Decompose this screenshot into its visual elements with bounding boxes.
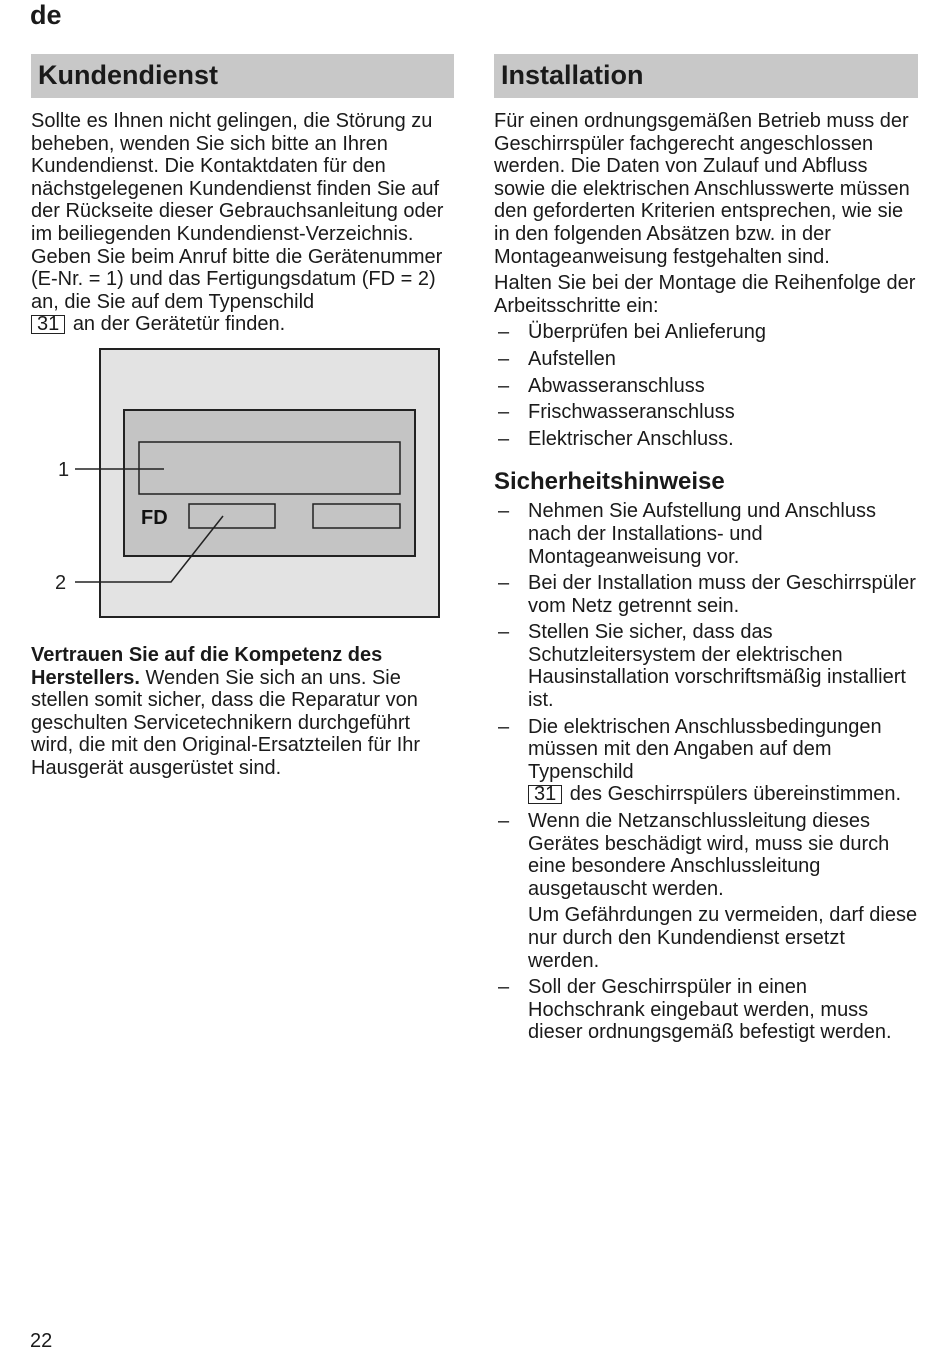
list-item: – Überprüfen bei Anlieferung (494, 321, 918, 344)
e-nr-field (139, 442, 400, 494)
reference-box-31: 31 (528, 785, 562, 804)
list-item: – Elektrischer Anschluss. (494, 428, 918, 451)
list-item: – Frischwasseranschluss (494, 401, 918, 424)
intro-text: Sollte es Ihnen nicht gelingen, die Störung zu beheben, wenden Sie sich bitte an Ihren Kundendienst. Die Kontaktdaten für den nächstgelegenen Kundendienst finden Sie auf der Rückseite dieser Gebrauchsanleitung oder im beiliegenden Kundendienst-Verzeichnis. Geben Sie beim Anruf bitte die Gerätenummer (E-Nr. = 1) und das Fertigungsdatum ( (31, 110, 444, 291)
right-column (494, 54, 918, 1048)
type-plate-svg (31, 348, 454, 620)
list-item: – Soll der Geschirrspüler in einen Hochschrank eingebaut werden, muss dieser ordnungsgemäß befestigt werden. (494, 976, 918, 1044)
left-column (31, 54, 454, 780)
safety-item5-note: Um Gefährdungen zu vermeiden, darf diese nur durch den Kundendienst ersetzt werden. (528, 904, 918, 972)
section-heading-kundendienst: Kundendienst (31, 54, 454, 98)
safety-item4-end: des Geschirrspülers übereinstimmen. (564, 783, 902, 806)
fd-field (189, 504, 275, 528)
installation-para-2: Halten Sie bei der Montage die Reihenfolge der Arbeitsschritte ein: (494, 272, 916, 317)
page-number: 22 (30, 1330, 53, 1352)
list-item: – Aufstellen (494, 348, 918, 371)
subheading-sicherheitshinweise: Sicherheitshinweise (494, 468, 725, 496)
reference-box-31: 31 (31, 315, 65, 334)
list-item: – Stellen Sie sicher, dass das Schutzleitersystem der elektrischen Hausinstallation vorschriftsmäßig installiert ist. (494, 621, 918, 711)
closing-bold: Vertrauen Sie auf die Kompetenz des Herstellers. (31, 643, 383, 689)
installation-steps (494, 321, 918, 450)
fd-plate-label: FD (141, 506, 168, 529)
blank-field (313, 504, 400, 528)
callout-1: 1 (58, 458, 70, 481)
type-plate-diagram (31, 348, 454, 620)
safety-item4-text: Die elektrischen Anschlussbedingungen müssen mit den Angaben auf dem Typenschild (528, 715, 882, 783)
safety-list (494, 500, 918, 1044)
intro-text-2: = 2) an, die Sie auf dem Typenschild (31, 268, 436, 313)
kundendienst-intro (31, 110, 454, 336)
language-code: de (30, 0, 62, 30)
list-item: – Abwasseranschluss (494, 375, 918, 398)
installation-para-1: Für einen ordnungsgemäßen Betrieb muss der Geschirrspüler fachgerecht angeschlossen werden. Die Daten von Zulauf und Abfluss sowie die elektrischen Anschlusswerte müssen den geforderten Kriterien entsprechen, wie sie in den folgenden Absätzen bzw. in der Montageanweisung festgehalten sind. (494, 110, 910, 268)
list-item: – Nehmen Sie Aufstellung und Anschluss nach der Installations- und Montageanweisung vor. (494, 500, 918, 568)
section-heading-installation: Installation (494, 54, 918, 98)
intro-end: an der Gerätetür finden. (72, 313, 286, 336)
kundendienst-closing (31, 644, 454, 780)
safety-item5-text: Wenn die Netzanschlussleitung dieses Gerätes beschädigt wird, muss sie durch eine besondere Anschlussleitung ausgetauscht werden. (528, 810, 890, 900)
fd-abbr: FD (368, 268, 396, 291)
list-item (494, 810, 918, 972)
callout-2: 2 (55, 571, 67, 594)
closing-text: Wenden Sie sich an uns. Sie stellen somit sicher, dass die Reparatur von geschulten Servicetechnikern durchgeführt wird, die mit den Original-Ersatzteilen für Ihr Hausgerät ausgerüstet sind. (31, 666, 421, 779)
list-item (494, 716, 918, 806)
list-item: – Bei der Installation muss der Geschirrspüler vom Netz getrennt sein. (494, 572, 918, 617)
